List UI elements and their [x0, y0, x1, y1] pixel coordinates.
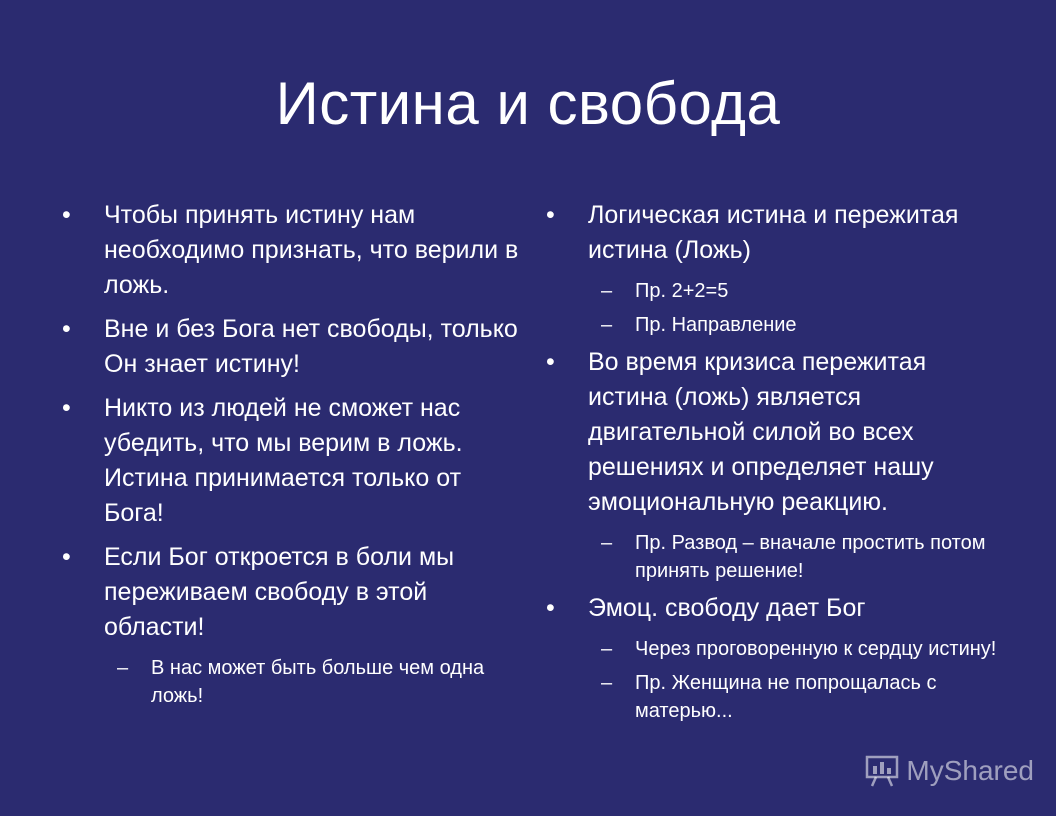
sub-text: В нас может быть больше чем одна ложь! [151, 657, 485, 707]
dash-mark: – [601, 672, 613, 694]
sub-item [546, 635, 1006, 663]
dash-mark: – [601, 532, 613, 554]
bullet-mark: • [62, 201, 71, 229]
bullet-text: Эмоц. свободу дает Бог [588, 594, 866, 622]
sub-item [62, 654, 522, 710]
bullet-text: Никто из людей не сможет нас убедить, что мы верим в ложь. Истина принимается только от Бога! [104, 394, 463, 527]
right-column [546, 198, 1006, 731]
dash-mark: – [117, 657, 129, 679]
bullet-item [62, 391, 522, 531]
bullet-item [62, 312, 522, 382]
bullet-item [62, 540, 522, 645]
dash-mark: – [601, 638, 613, 660]
watermark-text: MyShared [906, 755, 1034, 786]
bullet-item [546, 198, 1006, 268]
bullet-text: Во время кризиса пережитая истина (ложь) является двигательной силой во всех решениях и определяет нашу эмоциональную реакцию. [588, 348, 934, 516]
sub-item [546, 277, 1006, 305]
bullet-item [546, 591, 1006, 626]
bullet-mark: • [62, 543, 71, 571]
sub-text: Пр. Направление [635, 314, 797, 336]
bullet-item [546, 345, 1006, 520]
sub-text: Пр. 2+2=5 [635, 280, 729, 302]
sub-text: Через проговоренную к сердцу истину! [635, 638, 997, 660]
sub-item [546, 311, 1006, 339]
sub-item [546, 669, 1006, 725]
bullet-mark: • [62, 394, 71, 422]
left-column [62, 198, 522, 716]
watermark [864, 754, 1034, 788]
sub-item [546, 529, 1006, 585]
sub-text: Пр. Женщина не попрощалась с матерью... [635, 672, 937, 722]
sub-text: Пр. Развод – вначале простить потом принять решение! [635, 532, 986, 582]
bullet-text: Если Бог откроется в боли мы переживаем свободу в этой области! [104, 543, 455, 641]
bullet-text: Вне и без Бога нет свободы, только Он знает истину! [104, 315, 518, 378]
bullet-mark: • [546, 348, 555, 376]
bullet-mark: • [546, 201, 555, 229]
slide-title: Истина и свобода [275, 70, 781, 137]
bullet-text: Чтобы принять истину нам необходимо признать, что верили в ложь. [104, 201, 519, 299]
bullet-item [62, 198, 522, 303]
dash-mark: – [601, 314, 613, 336]
bullet-mark: • [546, 594, 555, 622]
dash-mark: – [601, 280, 613, 302]
bullet-text: Логическая истина и пережитая истина (Ложь) [588, 201, 959, 264]
bullet-mark: • [62, 315, 71, 343]
presentation-board-icon [864, 754, 900, 788]
